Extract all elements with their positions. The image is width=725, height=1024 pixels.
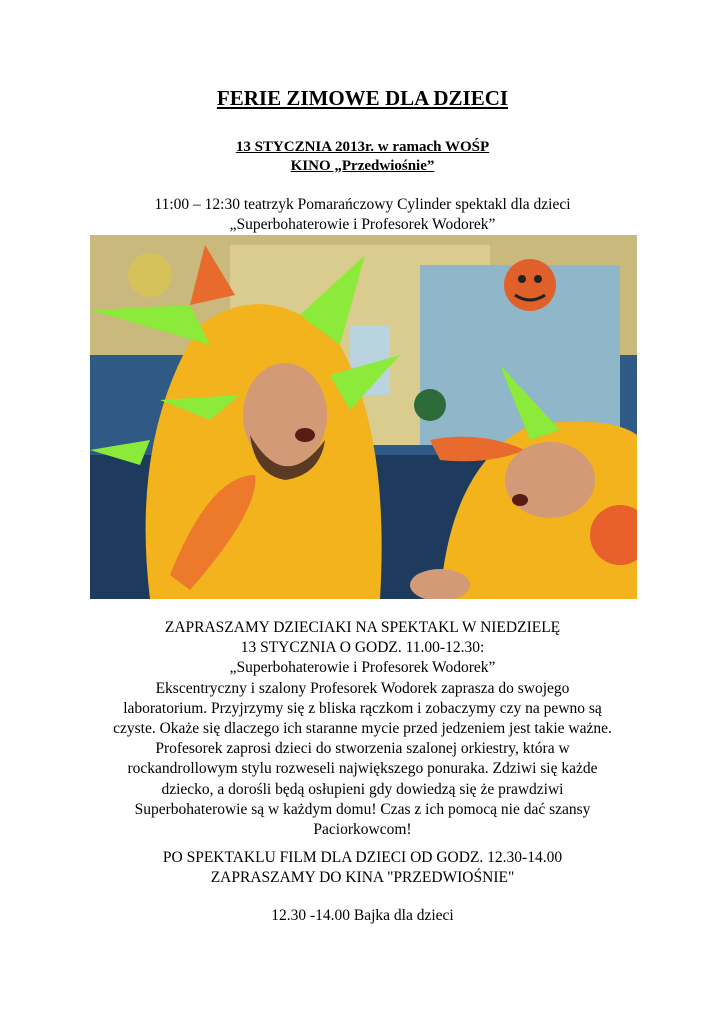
invitation-line: rockandrollowym stylu rozweseli największego ponuraka. Zdziwi się każde [127, 760, 598, 778]
invitation-line: Ekscentryczny i szalony Profesorek Wodorek zaprasza do swojego [155, 679, 570, 697]
invitation-line: „Superbohaterowie i Profesorek Wodorek” [229, 659, 496, 677]
costume-photo [90, 235, 637, 599]
cinema-invite: ZAPRASZAMY DO KINA "PRZEDWIOŚNIE" [210, 869, 515, 886]
invitation-line: czyste. Okaże się dlaczego ich staranne mycie przed jedzeniem jest takie ważne. [113, 720, 612, 738]
photo-illustration [90, 235, 637, 599]
invitation-line: Profesorek zaprosi dzieci do stworzenia szalonej orkiestry, która w [155, 740, 570, 758]
invitation-text [60, 618, 665, 840]
invitation-line: 13 STYCZNIA O GODZ. 11.00-12.30: [240, 639, 485, 657]
film-schedule: 12.30 -14.00 Bajka dla dzieci [271, 907, 454, 924]
invitation-line: Superbohaterowie są w każdym domu! Czas z ich pomocą nie dać szansy [134, 800, 591, 818]
invitation-line: dziecko, a dorośli będą osłupieni gdy dowiedzą się że prawdziwi [161, 780, 564, 798]
event-date: 13 STYCZNIA 2013r. w ramach WOŚP [235, 139, 490, 155]
cinema-name: KINO „Przedwiośnie” [290, 158, 435, 174]
page-title: FERIE ZIMOWE DLA DZIECI [216, 86, 509, 110]
invitation-line: Paciorkowcom! [313, 821, 412, 839]
film-announcement: PO SPEKTAKLU FILM DLA DZIECI OD GODZ. 12.30-14.00 [162, 849, 563, 866]
show-title: „Superbohaterowie i Profesorek Wodorek” [229, 216, 496, 233]
invitation-line: ZAPRASZAMY DZIECIAKI NA SPEKTAKL W NIEDZIELĘ [164, 619, 561, 636]
invitation-line: laboratorium. Przyjrzymy się z bliska rączkom i zobaczymy czy na pewno są [123, 699, 602, 717]
schedule-time: 11:00 – 12:30 teatrzyk Pomarańczowy Cylinder spektakl dla dzieci [154, 196, 571, 213]
